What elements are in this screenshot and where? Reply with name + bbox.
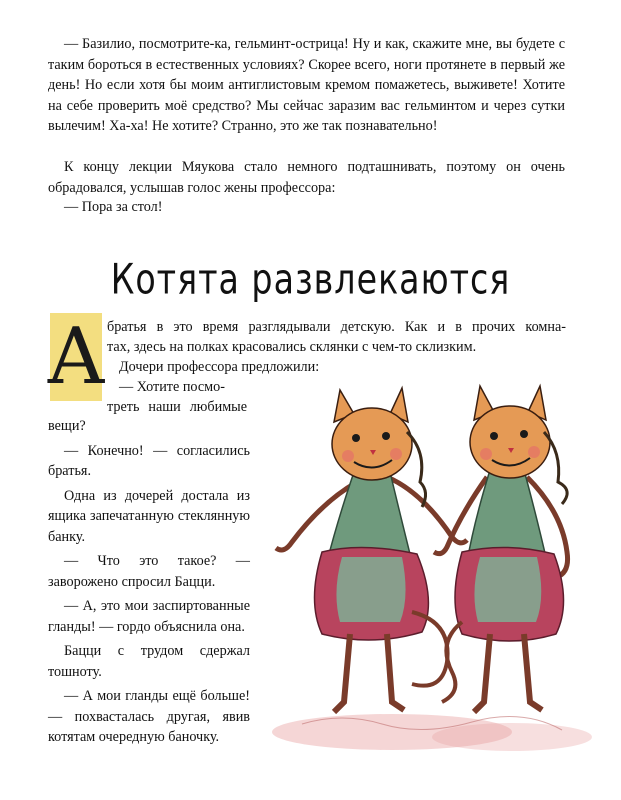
text-line: тах, здесь на полках красовались склянки с чем-то склизким.: [107, 339, 477, 355]
paragraph: — Что это такое? — заворожено спросил Бацци.: [48, 553, 250, 590]
paragraph: — А, это мои заспиртованные гланды! — гордо объяснила она.: [48, 598, 250, 635]
paragraph: — А мои гланды ещё больше! — похвасталась другая, явив котятам очередную баночку.: [48, 688, 250, 745]
paragraph: К концу лекции Мяукова стало немного подташнивать, поэтому он очень обрадовался, услышав голос жены профессора:: [48, 159, 565, 196]
text-line: — Хотите посмо-: [119, 379, 225, 395]
text-line: братья в это время разглядывали детскую. Как и в прочих комна-: [107, 319, 566, 335]
text-line: треть наши любимые: [107, 399, 247, 415]
drop-cap-letter: А: [46, 312, 106, 402]
text-column: [48, 416, 250, 752]
text-line: Дочери профессора предложили:: [119, 359, 320, 375]
ground-smudge: [272, 714, 592, 751]
paragraph: — Пора за стол!: [64, 199, 163, 215]
paragraph: вещи?: [48, 418, 86, 434]
chapter-title: Котята развлекаются: [110, 255, 511, 304]
paragraph: — Конечно! — согласились братья.: [48, 442, 250, 479]
paragraph: — Базилио, посмотрите-ка, гельминт-острица! Ну и как, скажите мне, вы будете с таким бороться в естественных условиях? Скорее всего, ноги протянете в первый же день! Но если хотя бы моим антиглистовым кремом помажетесь, выживете! Хотите на себе проверить моё средство? Мы сейчас заразим вас гельминтом и через сутки вылечим! Ха-ха! Не хотите? Странно, это же так познавательно!: [48, 36, 565, 134]
paragraph: Бацци с трудом сдержал тошноту.: [48, 643, 250, 680]
left-cat-head: [332, 388, 412, 480]
right-cat-figure: [434, 386, 568, 712]
paragraph: Одна из дочерей достала из ящика запечатанную стеклянную банку.: [48, 487, 250, 545]
cat-sisters-illustration: [262, 372, 602, 757]
right-cat-head: [470, 386, 550, 478]
left-cat-figure: [276, 388, 467, 712]
drop-cap: [46, 312, 106, 402]
